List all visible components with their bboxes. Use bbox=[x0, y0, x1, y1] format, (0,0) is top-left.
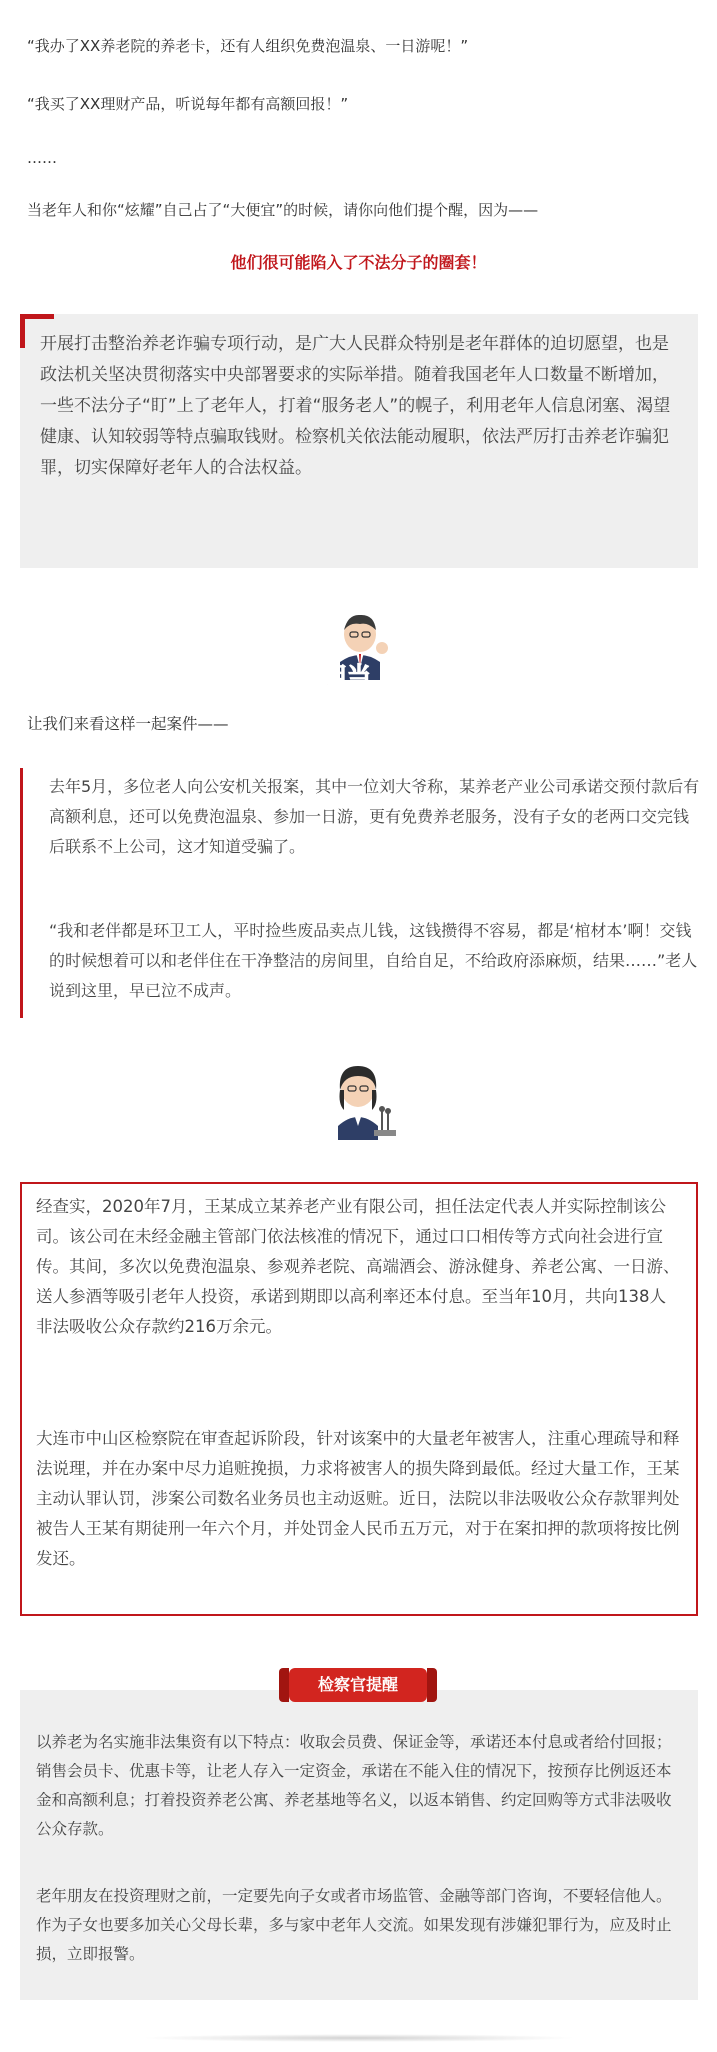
female-prosecutor-mascot-icon bbox=[318, 1060, 402, 1144]
verdict-para-2: 大连市中山区检察院在审查起诉阶段，针对该案中的大量老年被害人，注重心理疏导和释法说理，并在办案中尽力追赃挽损，力求将被害人的损失降到最低。经过大量工作，王某主动认罪认罚，涉案公司数名业务员也主动返赃。近日，法院以非法吸收公众存款罪判处被告人王某有期徒刑一年六个月，并处罚金人民币五万元，对于在案扣押的款项将按比例发还。 bbox=[36, 1429, 680, 1568]
verdict-box bbox=[20, 1182, 698, 1616]
intro-line-1: “我办了XX养老院的养老卡，还有人组织免费泡温泉、一日游呢！” bbox=[27, 37, 469, 55]
badge-text-1: 担当 bbox=[323, 662, 371, 690]
intro-line-4: 当老年人和你“炫耀”自己占了“大便宜”的时候，请你向他们提个醒，因为—— bbox=[27, 201, 539, 219]
case-story-box bbox=[20, 768, 701, 1018]
intro-line-2: “我买了XX理财产品，听说每年都有高额回报！” bbox=[27, 95, 349, 113]
case-intro-text: 让我们来看这样一起案件—— bbox=[27, 715, 229, 733]
reminder-box bbox=[20, 1690, 698, 2000]
reminder-para-1: 以养老为名实施非法集资有以下特点：收取会员费、保证金等，承诺还本付息或者给付回报；销售会员卡、优惠卡等，让老人存入一定资金，承诺在不能入住的情况下，按预存比例返还本金和高额利息；打着投资养老公寓、养老基地等名义，以返本销售、约定回购等方式非法吸收公众存款。 bbox=[36, 1733, 672, 1838]
policy-quote-text: 开展打击整治养老诈骗专项行动，是广大人民群众特别是老年群体的迫切愿望，也是政法机关坚决贯彻落实中央部署要求的实际举措。随着我国老年人口数量不断增加，一些不法分子“盯”上了老年人，打着“服务老人”的幌子，利用老年人信息闭塞、渴望健康、认知较弱等特点骗取钱财。检察机关依法能动履职，依法严厉打击养老诈骗犯罪，切实保障好老年人的合法权益。 bbox=[40, 334, 671, 478]
reminder-para-2: 老年朋友在投资理财之前，一定要先向子女或者市场监管、金融等部门咨询，不要轻信他人。作为子女也要多加关心父母长辈，多与家中老年人交流。如果发现有涉嫌犯罪行为，应及时止损，立即报警。 bbox=[36, 1887, 672, 1963]
policy-quote-box bbox=[20, 314, 698, 568]
verdict-para-1: 经查实，2020年7月，王某成立某养老产业有限公司，担任法定代表人并实际控制该公司。该公司在未经金融主管部门依法核准的情况下，通过口口相传等方式向社会进行宣传。其间，多次以免费泡温泉、参观养老院、高端酒会、游泳健身、养老公寓、一日游、送人参酒等吸引老年人投资，承诺到期即以高利率还本付息。至当年10月，共向138人非法吸收公众存款约216万余元。 bbox=[36, 1197, 680, 1336]
alert-heading: 他们很可能陷入了不法分子的圈套！ bbox=[230, 253, 487, 272]
case-para-1: 去年5月，多位老人向公安机关报案，其中一位刘大爷称，某养老产业公司承诺交预付款后有高额利息，还可以免费泡温泉、参加一日游，更有免费养老服务，没有子女的老两口交完钱后联系不上公司，这才知道受骗了。 bbox=[49, 777, 700, 856]
bottom-divider bbox=[140, 2034, 577, 2042]
reminder-badge: 检察官提醒 bbox=[289, 1668, 427, 1702]
intro-ellipsis: …… bbox=[27, 149, 57, 167]
prosecutor-mascot-icon bbox=[318, 612, 402, 692]
case-para-2: “我和老伴都是环卫工人，平时捡些废品卖点儿钱，这钱攒得不容易，都是‘棺材本’啊！交钱的时候想着可以和老伴住在干净整洁的房间里，自给自足，不给政府添麻烦，结果……”老人说到这里，早已泣不成声。 bbox=[49, 921, 698, 1000]
